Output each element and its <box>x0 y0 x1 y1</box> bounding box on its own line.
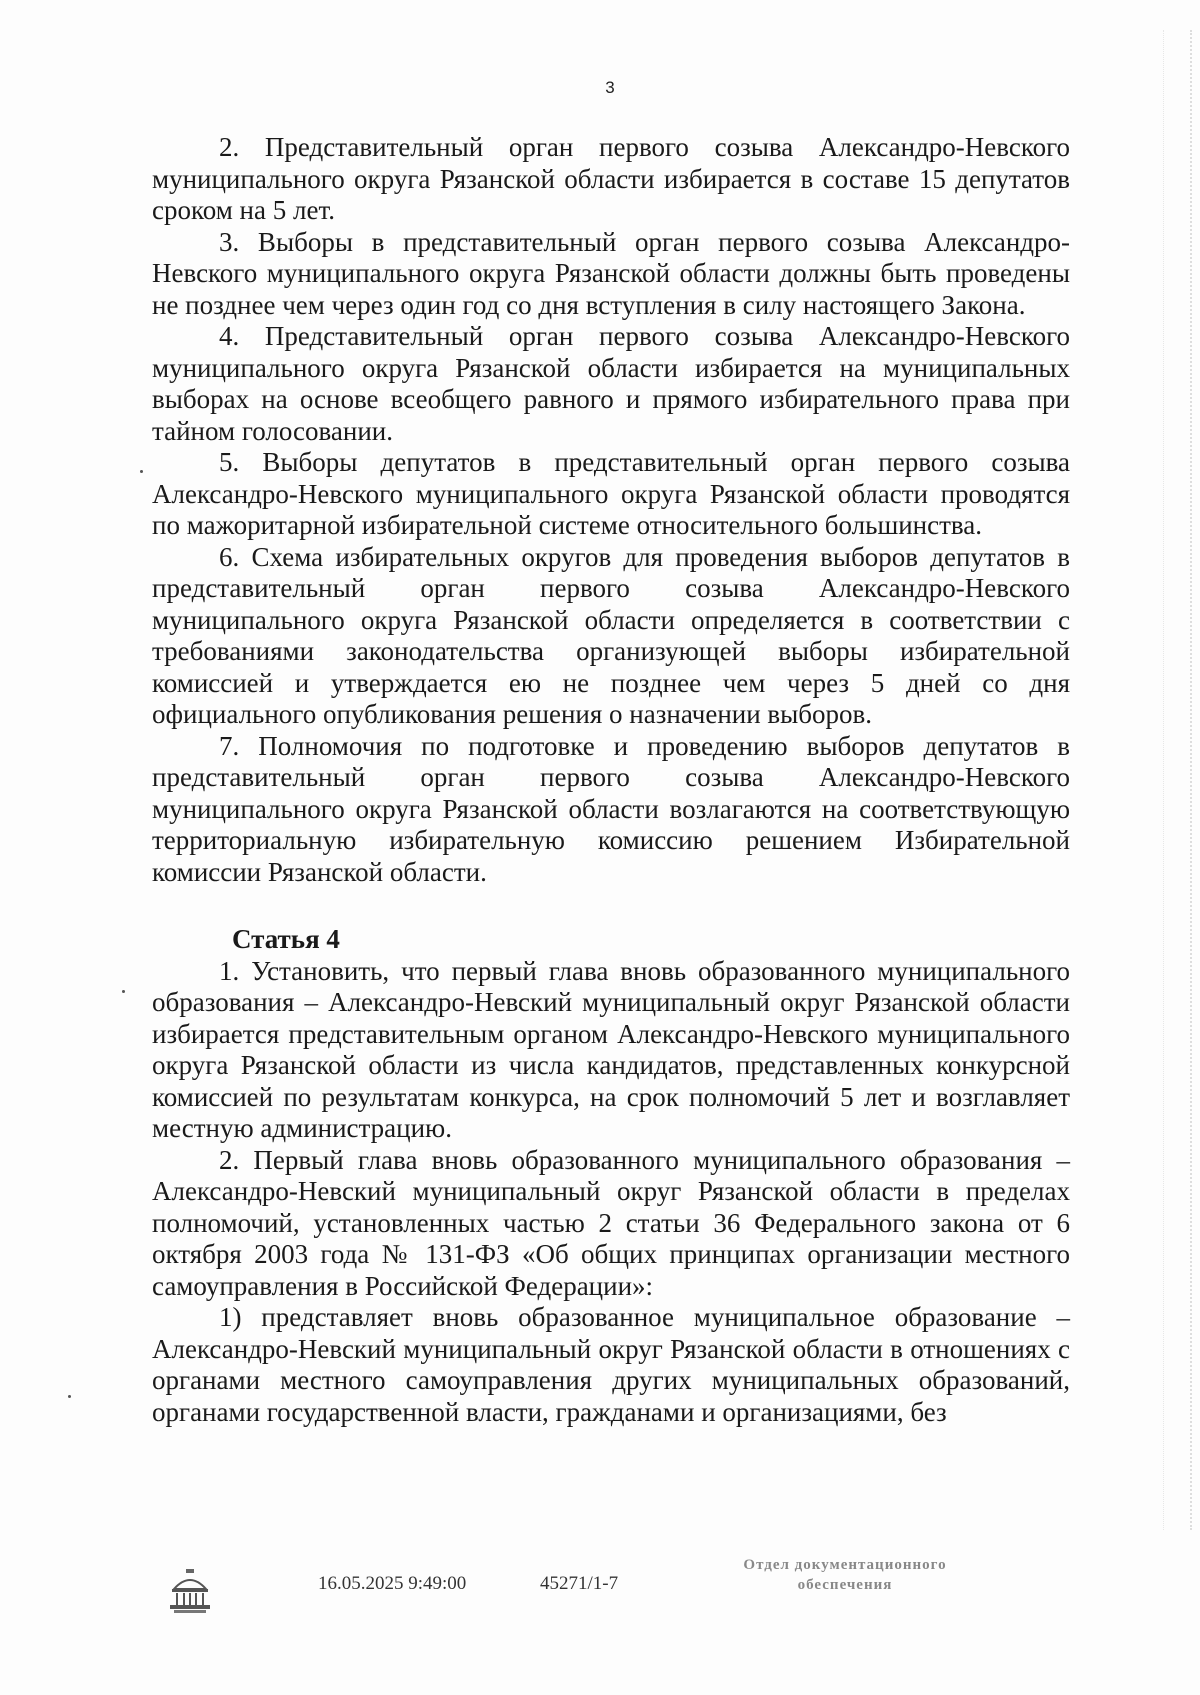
paragraph: 2. Представительный орган первого созыва Александро-Невского муниципального округа Рязанской области избирается в составе 15 депутатов сроком на 5 лет. <box>152 132 1070 225</box>
stamp-line: обеспечения <box>797 1577 893 1593</box>
article-paragraph: 1. Установить, что первый глава вновь образованного муниципального образования – Александро-Невский муниципальный округ Рязанской области избирается представительным органом Александро-Невского муниципального округа Рязанской области из числа кандидатов, представленных конкурсной комиссией по результатам конкурса, на срок полномочий 5 лет и возглавляет местную администрацию. <box>152 955 1070 1143</box>
footer <box>0 1555 1200 1655</box>
department-stamp <box>720 1555 970 1595</box>
scan-edge-line <box>1187 30 1192 1530</box>
scan-speck <box>68 1395 71 1398</box>
paragraph: 5. Выборы депутатов в представительный орган первого созыва Александро-Невского муниципального округа Рязанской области проводятся по мажоритарной избирательной системе относительного большинства. <box>152 447 1070 540</box>
footer-date: 16.05.2025 9:49:00 <box>318 1573 467 1594</box>
scan-edge-line <box>1162 30 1164 1530</box>
parliament-building-icon <box>168 1567 212 1615</box>
article-heading: Статья 4 <box>232 924 340 954</box>
scan-speck <box>122 990 125 993</box>
footer-document-code: 45271/1-7 <box>540 1573 619 1594</box>
article-paragraph: 2. Первый глава вновь образованного муниципального образования – Александро-Невский муниципальный округ Рязанской области в пределах полномочий, установленных частью 2 статьи 36 Федерального закона от 6 октября 2003 года № 131-ФЗ «Об общих принципах организации местного самоуправления в Российской Федерации»: <box>152 1144 1070 1301</box>
document-body <box>152 132 1070 1428</box>
paragraph: 3. Выборы в представительный орган первого созыва Александро-Невского муниципального округа Рязанской области должны быть проведены не позднее чем через один год со дня вступления в силу настоящего Закона. <box>152 226 1070 320</box>
stamp-line: Отдел документационного <box>743 1557 947 1573</box>
article-paragraph: 1) представляет вновь образованное муниципальное образование – Александро-Невский муниципальный округ Рязанской области в отношениях с органами местного самоуправления других муниципальных образований, органами государственной власти, гражданами и организациями, без <box>152 1302 1070 1427</box>
paragraph: 7. Полномочия по подготовке и проведению выборов депутатов в представительный орган первого созыва Александро-Невского муниципального округа Рязанской области возлагаются на соответствующую территориальную избирательную комиссию решением Избирательной комиссии Рязанской области. <box>152 730 1070 887</box>
paragraph: 4. Представительный орган первого созыва Александро-Невского муниципального округа Рязанской области избирается на муниципальных выборах на основе всеобщего равного и прямого избирательного права при тайном голосовании. <box>152 321 1070 446</box>
scan-speck <box>140 470 143 473</box>
paragraph: 6. Схема избирательных округов для проведения выборов депутатов в представительный орган первого созыва Александро-Невского муниципального округа Рязанской области определяется в соответствии с требованиями законодательства организующей выборы избирательной комиссией и утверждается ею не позднее чем через 5 дней со дня официального опубликования решения о назначении выборов. <box>152 541 1070 729</box>
page-number: 3 <box>605 78 615 97</box>
